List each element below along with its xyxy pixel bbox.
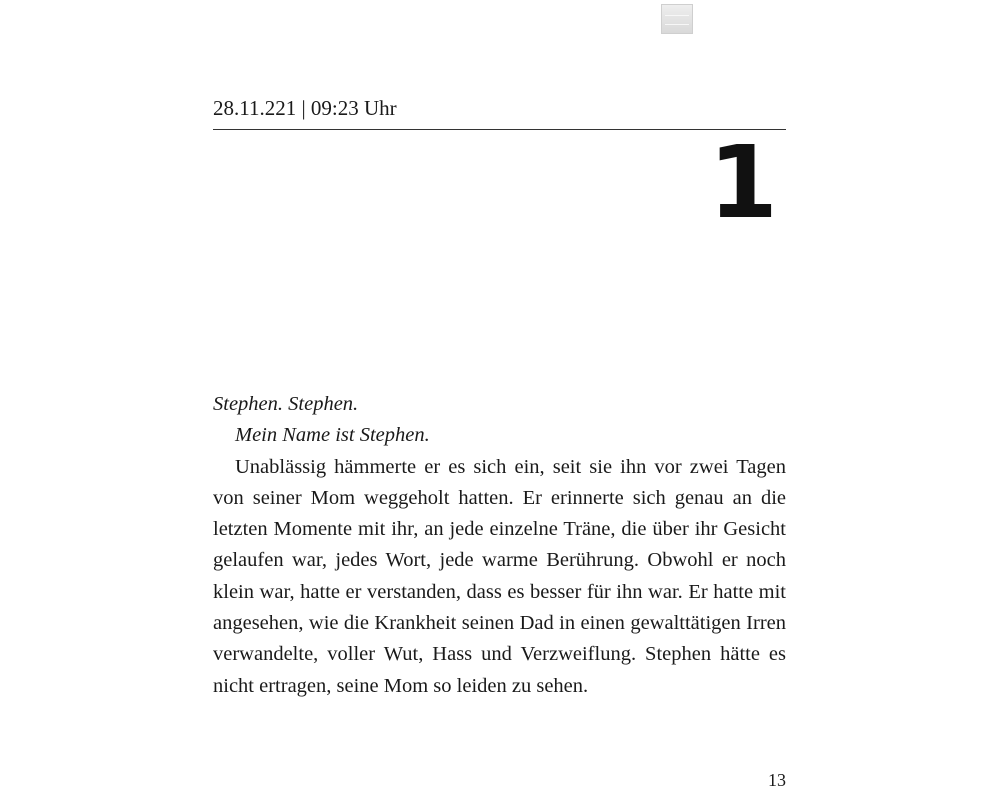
page-number: 13 (768, 770, 786, 790)
body-paragraph: Unablässig hämmerte er es sich ein, seit sie ihn vor zwei Tagen von seiner Mom weggeholt hatten. Er erinnerte sich genau an die letzten Momente mit ihr, an jede einzelne Träne, die über ihr Gesicht gelaufen war, jedes Wort, jede warme Berührung. Obwohl er noch klein war, hatte er verstanden, dass es besser für ihn war. Er hatte mit angesehen, wie die Krankheit seinen Dad in einen gewalttätigen Irren verwandelte, voller Wut, Hass und Verzweiflung. Stephen hätte es nicht ertragen, seine Mom so leiden zu sehen. (213, 455, 786, 697)
running-head: 28.11.221 | 09:23 Uhr (213, 96, 397, 120)
chapter-number: 1 (708, 124, 778, 241)
chapter-body (213, 389, 786, 702)
epigraph-line: Stephen. Stephen. (213, 393, 359, 415)
page-edge-marker (661, 4, 693, 34)
header-rule (213, 129, 786, 130)
epigraph-line: Mein Name ist Stephen. (235, 424, 430, 447)
